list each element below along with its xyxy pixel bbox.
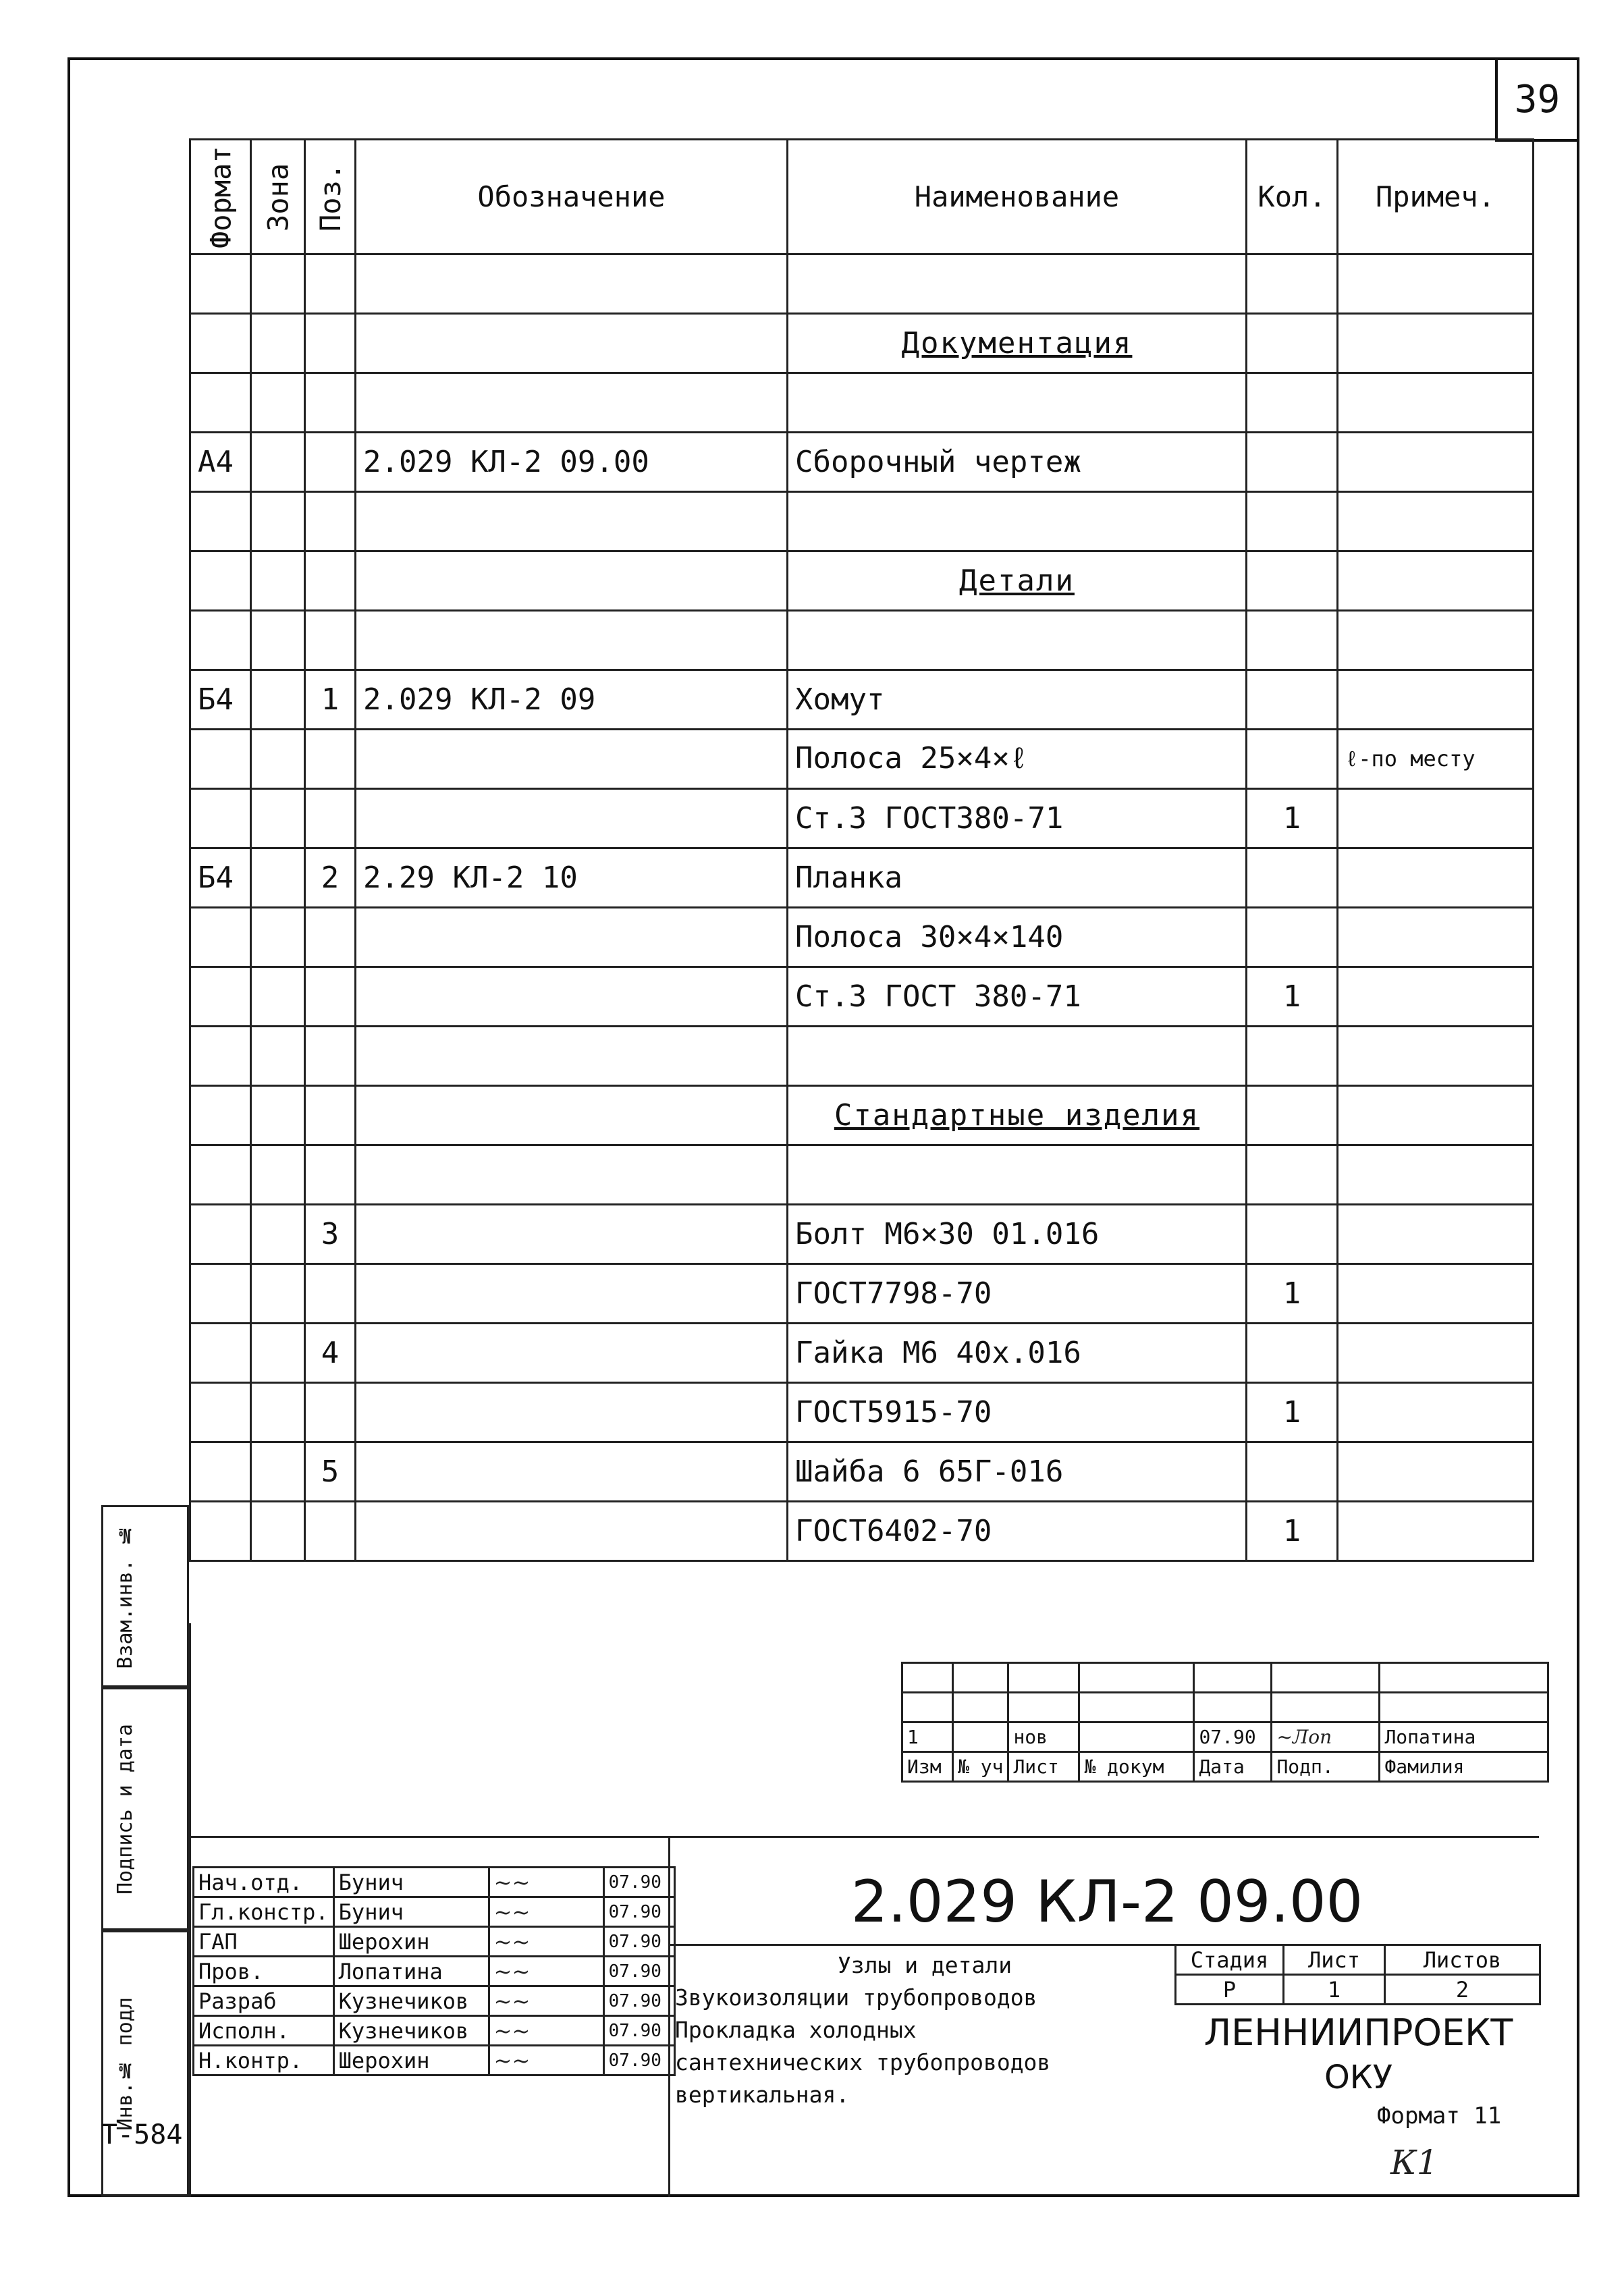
spec-cell-designation — [356, 1502, 788, 1561]
department-name: ОКУ — [1324, 2059, 1393, 2096]
revision-signature: ~Лоп — [1272, 1722, 1380, 1752]
spec-cell-zone — [251, 908, 305, 967]
spec-cell-zone — [251, 730, 305, 789]
spec-cell-format — [190, 551, 251, 611]
spec-cell-qty: 1 — [1247, 1383, 1338, 1442]
approval-role: Гл.констр. — [194, 1897, 334, 1927]
spec-cell-note — [1338, 611, 1534, 670]
approval-date: 07.90 — [603, 2046, 674, 2075]
spec-cell-format — [190, 373, 251, 433]
approval-signature: ~~ — [489, 2016, 603, 2046]
spec-row — [190, 314, 1534, 373]
spec-cell-zone — [251, 1205, 305, 1264]
spec-cell-designation — [356, 1205, 788, 1264]
spec-cell-note — [1338, 908, 1534, 967]
spec-cell-zone — [251, 1324, 305, 1383]
approval-name: Бунич — [333, 1868, 489, 1897]
revision-header-cell: № уч — [953, 1752, 1008, 1782]
spec-cell-pos — [305, 730, 356, 789]
spec-cell-designation — [356, 1145, 788, 1205]
spec-cell-designation — [356, 730, 788, 789]
spec-cell-qty — [1247, 314, 1338, 373]
spec-row — [190, 730, 1534, 789]
spec-row — [190, 433, 1534, 492]
spec-cell-note — [1338, 1442, 1534, 1502]
spec-cell-zone — [251, 789, 305, 848]
spec-cell-name: ГОСТ7798-70 — [788, 1264, 1247, 1324]
spec-cell-zone — [251, 1145, 305, 1205]
approval-signature: ~~ — [489, 2046, 603, 2075]
revision-surname: Лопатина — [1380, 1722, 1548, 1752]
spec-cell-pos — [305, 551, 356, 611]
spec-cell-name — [788, 254, 1247, 314]
spec-cell-designation — [356, 1086, 788, 1145]
spec-cell-note — [1338, 967, 1534, 1027]
spec-cell-format — [190, 967, 251, 1027]
approval-table — [192, 1866, 676, 2076]
spec-cell-note — [1338, 1502, 1534, 1561]
spec-cell-designation — [356, 1383, 788, 1442]
spec-cell-note — [1338, 492, 1534, 551]
header-qty: Кол. — [1247, 140, 1338, 254]
spec-row — [190, 1145, 1534, 1205]
spec-cell-designation — [356, 254, 788, 314]
spec-cell-name — [788, 492, 1247, 551]
spec-cell-format — [190, 1502, 251, 1561]
spec-cell-pos — [305, 1145, 356, 1205]
spec-header-row — [190, 140, 1534, 254]
approval-name: Кузнечиков — [333, 2016, 489, 2046]
drawing-title-line: Узлы и детали — [837, 1952, 1012, 1978]
spec-cell-pos: 1 — [305, 670, 356, 730]
spec-cell-pos — [305, 314, 356, 373]
spec-cell-name: Ст.3 ГОСТ 380-71 — [788, 967, 1247, 1027]
spec-cell-zone — [251, 1027, 305, 1086]
drawing-title-line: сантехнических трубопроводов — [675, 2049, 1051, 2075]
spec-cell-pos — [305, 1027, 356, 1086]
spec-cell-zone — [251, 551, 305, 611]
spec-cell-format — [190, 314, 251, 373]
spec-row — [190, 908, 1534, 967]
spec-cell-qty — [1247, 1145, 1338, 1205]
spec-cell-note — [1338, 1145, 1534, 1205]
spec-cell-designation — [356, 967, 788, 1027]
spec-cell-zone — [251, 314, 305, 373]
stage-table — [1174, 1944, 1541, 2005]
approval-signature: ~~ — [489, 1957, 603, 1986]
approval-name: Шерохин — [333, 1927, 489, 1957]
approval-signature: ~~ — [489, 1927, 603, 1957]
spec-cell-zone — [251, 1502, 305, 1561]
spec-cell-qty — [1247, 611, 1338, 670]
spec-cell-format — [190, 1324, 251, 1383]
spec-cell-pos — [305, 1086, 356, 1145]
approval-role: Пров. — [194, 1957, 334, 1986]
spec-cell-name: Детали — [788, 551, 1247, 611]
spec-cell-pos — [305, 1502, 356, 1561]
spec-cell-name: Хомут — [788, 670, 1247, 730]
spec-cell-format — [190, 730, 251, 789]
page-number-box — [1495, 57, 1579, 142]
approval-date: 07.90 — [603, 1897, 674, 1927]
header-zone: Зона — [251, 140, 305, 254]
spec-cell-zone — [251, 1442, 305, 1502]
approval-role: Нач.отд. — [194, 1868, 334, 1897]
approval-row — [194, 1868, 675, 1897]
revision-sheet: нов — [1008, 1722, 1079, 1752]
approval-date: 07.90 — [603, 2016, 674, 2046]
spec-cell-format — [190, 1086, 251, 1145]
spec-cell-note — [1338, 254, 1534, 314]
spec-row — [190, 1442, 1534, 1502]
format-label: Формат 11 — [1377, 2102, 1502, 2129]
spec-cell-note — [1338, 373, 1534, 433]
spec-cell-pos — [305, 789, 356, 848]
spec-cell-designation — [356, 373, 788, 433]
approval-date: 07.90 — [603, 1868, 674, 1897]
spec-cell-qty — [1247, 254, 1338, 314]
spec-cell-qty — [1247, 1442, 1338, 1502]
sheet-value: 1 — [1284, 1975, 1385, 2005]
spec-cell-format — [190, 1205, 251, 1264]
drawing-title-line: Прокладка холодных — [675, 2017, 917, 2043]
approval-date: 07.90 — [603, 1927, 674, 1957]
approval-date: 07.90 — [603, 1986, 674, 2016]
spec-cell-pos — [305, 1383, 356, 1442]
specification-table — [189, 138, 1534, 1562]
spec-cell-qty: 1 — [1247, 967, 1338, 1027]
spec-cell-qty — [1247, 848, 1338, 908]
spec-cell-designation — [356, 1027, 788, 1086]
spec-cell-format — [190, 492, 251, 551]
approval-name: Кузнечиков — [333, 1986, 489, 2016]
approval-row — [194, 1897, 675, 1927]
spec-cell-zone — [251, 433, 305, 492]
spec-cell-zone — [251, 373, 305, 433]
spec-cell-note — [1338, 789, 1534, 848]
spec-row — [190, 967, 1534, 1027]
spec-cell-pos — [305, 373, 356, 433]
spec-cell-pos: 2 — [305, 848, 356, 908]
approval-name: Бунич — [333, 1897, 489, 1927]
spec-cell-designation — [356, 1264, 788, 1324]
spec-cell-qty — [1247, 551, 1338, 611]
spec-cell-name — [788, 1145, 1247, 1205]
approval-row — [194, 2046, 675, 2075]
stage-label: Стадия — [1176, 1945, 1284, 1975]
title-block-top-rule — [189, 1836, 1539, 1838]
spec-cell-note — [1338, 670, 1534, 730]
spec-cell-name: Шайба 6 65Г-016 — [788, 1442, 1247, 1502]
spec-row — [190, 1086, 1534, 1145]
approval-name: Лопатина — [333, 1957, 489, 1986]
spec-cell-pos — [305, 611, 356, 670]
spec-cell-zone — [251, 670, 305, 730]
spec-cell-qty — [1247, 670, 1338, 730]
spec-cell-zone — [251, 1086, 305, 1145]
stage-value: Р — [1176, 1975, 1284, 2005]
spec-cell-note — [1338, 433, 1534, 492]
spec-cell-designation — [356, 1324, 788, 1383]
spec-cell-name: Гайка М6 40х.016 — [788, 1324, 1247, 1383]
spec-cell-qty — [1247, 1324, 1338, 1383]
spec-cell-pos — [305, 967, 356, 1027]
spec-cell-qty: 1 — [1247, 1502, 1338, 1561]
approval-signature: ~~ — [489, 1868, 603, 1897]
spec-cell-pos — [305, 433, 356, 492]
spec-cell-zone — [251, 1264, 305, 1324]
spec-cell-designation: 2.029 КЛ-2 09.00 — [356, 433, 788, 492]
spec-cell-format — [190, 1145, 251, 1205]
spec-cell-pos: 4 — [305, 1324, 356, 1383]
spec-cell-designation: 2.029 КЛ-2 09 — [356, 670, 788, 730]
spec-cell-qty: 1 — [1247, 789, 1338, 848]
revision-empty-row — [902, 1663, 1548, 1693]
spec-cell-note: ℓ-по месту — [1338, 730, 1534, 789]
spec-cell-designation — [356, 789, 788, 848]
spec-cell-name — [788, 611, 1247, 670]
spec-row — [190, 1264, 1534, 1324]
spec-cell-format — [190, 254, 251, 314]
spec-cell-format — [190, 789, 251, 848]
spec-cell-designation — [356, 314, 788, 373]
document-code: 2.029 КЛ-2 09.00 — [850, 1868, 1363, 1936]
approval-role: ГАП — [194, 1927, 334, 1957]
spec-row — [190, 373, 1534, 433]
spec-cell-format — [190, 1027, 251, 1086]
side-label-inv: Инв.№ подл — [113, 1996, 137, 2131]
approval-date: 07.90 — [603, 1957, 674, 1986]
spec-cell-note — [1338, 1264, 1534, 1324]
spec-cell-name: Сборочный чертеж — [788, 433, 1247, 492]
spec-cell-pos — [305, 1264, 356, 1324]
spec-row — [190, 1502, 1534, 1561]
approval-row — [194, 2016, 675, 2046]
spec-cell-name: Планка — [788, 848, 1247, 908]
sheets-value: 2 — [1385, 1975, 1540, 2005]
spec-cell-designation — [356, 551, 788, 611]
approval-role: Исполн. — [194, 2016, 334, 2046]
spec-cell-name: Полоса 25×4×ℓ — [788, 730, 1247, 789]
revision-header-cell: Фамилия — [1380, 1752, 1548, 1782]
spec-cell-name: Болт М6×30 01.016 — [788, 1205, 1247, 1264]
approval-row — [194, 1957, 675, 1986]
revision-header-cell: Изм — [902, 1752, 953, 1782]
spec-cell-zone — [251, 611, 305, 670]
approval-role: Н.контр. — [194, 2046, 334, 2075]
header-format: Формат — [190, 140, 251, 254]
spec-cell-format — [190, 1383, 251, 1442]
approval-signature: ~~ — [489, 1986, 603, 2016]
spec-cell-designation — [356, 492, 788, 551]
spec-cell-note — [1338, 848, 1534, 908]
spec-cell-format — [190, 908, 251, 967]
revision-empty-row — [902, 1693, 1548, 1722]
revision-header-cell: Дата — [1194, 1752, 1272, 1782]
spec-cell-note — [1338, 314, 1534, 373]
spec-row — [190, 611, 1534, 670]
revision-header-cell: Подп. — [1272, 1752, 1380, 1782]
header-pos: Поз. — [305, 140, 356, 254]
spec-row — [190, 1205, 1534, 1264]
bottom-mark: К1 — [1390, 2143, 1438, 2182]
spec-cell-format — [190, 611, 251, 670]
sheets-label: Листов — [1385, 1945, 1540, 1975]
spec-cell-qty — [1247, 1027, 1338, 1086]
revision-header-row — [902, 1752, 1548, 1782]
spec-cell-qty — [1247, 730, 1338, 789]
spec-cell-name — [788, 1027, 1247, 1086]
spec-row — [190, 254, 1534, 314]
spec-cell-designation: 2.29 КЛ-2 10 — [356, 848, 788, 908]
spec-cell-designation — [356, 611, 788, 670]
spec-cell-note — [1338, 1086, 1534, 1145]
spec-cell-name — [788, 373, 1247, 433]
spec-cell-name: ГОСТ5915-70 — [788, 1383, 1247, 1442]
spec-cell-name: ГОСТ6402-70 — [788, 1502, 1247, 1561]
approval-signature: ~~ — [489, 1897, 603, 1927]
spec-cell-pos: 3 — [305, 1205, 356, 1264]
spec-cell-format: Б4 — [190, 848, 251, 908]
revision-entry-row — [902, 1722, 1548, 1752]
spec-cell-zone — [251, 848, 305, 908]
organization-name: ЛЕННИИПРОЕКТ — [1203, 2011, 1513, 2054]
drawing-title-line: вертикальная. — [675, 2082, 850, 2108]
spec-cell-name: Полоса 30×4×140 — [788, 908, 1247, 967]
spec-cell-format: А4 — [190, 433, 251, 492]
sheet-label: Лист — [1284, 1945, 1385, 1975]
spec-cell-name: Документация — [788, 314, 1247, 373]
drawing-title — [675, 1949, 1174, 2111]
sheet-code: Т-584 — [101, 2119, 183, 2150]
approval-role: Разраб — [194, 1986, 334, 2016]
drawing-title-line: Звукоизоляции трубопроводов — [675, 1984, 1037, 2011]
revision-header-cell: Лист — [1008, 1752, 1079, 1782]
spec-cell-qty: 1 — [1247, 1264, 1338, 1324]
spec-cell-zone — [251, 1383, 305, 1442]
spec-cell-qty — [1247, 373, 1338, 433]
page-number: 39 — [1514, 78, 1561, 121]
spec-cell-zone — [251, 492, 305, 551]
spec-cell-designation — [356, 908, 788, 967]
spec-cell-zone — [251, 254, 305, 314]
spec-cell-qty — [1247, 1086, 1338, 1145]
spec-cell-format — [190, 1442, 251, 1502]
spec-cell-qty — [1247, 908, 1338, 967]
spec-cell-pos — [305, 492, 356, 551]
spec-cell-pos: 5 — [305, 1442, 356, 1502]
approval-row — [194, 1927, 675, 1957]
revision-header-cell: № докум — [1079, 1752, 1194, 1782]
spec-cell-format — [190, 1264, 251, 1324]
side-label-signature: Подпись и дата — [113, 1723, 137, 1895]
spec-cell-note — [1338, 1324, 1534, 1383]
spec-row — [190, 1324, 1534, 1383]
spec-cell-note — [1338, 1027, 1534, 1086]
spec-cell-format: Б4 — [190, 670, 251, 730]
spec-cell-zone — [251, 967, 305, 1027]
revision-table — [901, 1662, 1549, 1783]
header-name: Наименование — [788, 140, 1247, 254]
spec-cell-qty — [1247, 433, 1338, 492]
spec-cell-pos — [305, 908, 356, 967]
approval-row — [194, 1986, 675, 2016]
header-designation: Обозначение — [356, 140, 788, 254]
spec-row — [190, 670, 1534, 730]
spec-cell-pos — [305, 254, 356, 314]
spec-row — [190, 1383, 1534, 1442]
spec-row — [190, 551, 1534, 611]
spec-cell-note — [1338, 1383, 1534, 1442]
spec-cell-name: Ст.3 ГОСТ380-71 — [788, 789, 1247, 848]
spec-row — [190, 789, 1534, 848]
side-label-replaced: Взам.инв. № — [113, 1523, 137, 1669]
spec-row — [190, 492, 1534, 551]
revision-date: 07.90 — [1194, 1722, 1272, 1752]
spec-row — [190, 848, 1534, 908]
spec-cell-name: Стандартные изделия — [788, 1086, 1247, 1145]
left-rule — [189, 1623, 191, 2197]
spec-row — [190, 1027, 1534, 1086]
revision-change-no: 1 — [902, 1722, 953, 1752]
spec-cell-qty — [1247, 1205, 1338, 1264]
header-note: Примеч. — [1338, 140, 1534, 254]
spec-cell-note — [1338, 551, 1534, 611]
spec-cell-designation — [356, 1442, 788, 1502]
spec-cell-note — [1338, 1205, 1534, 1264]
spec-cell-qty — [1247, 492, 1338, 551]
approval-name: Шерохин — [333, 2046, 489, 2075]
